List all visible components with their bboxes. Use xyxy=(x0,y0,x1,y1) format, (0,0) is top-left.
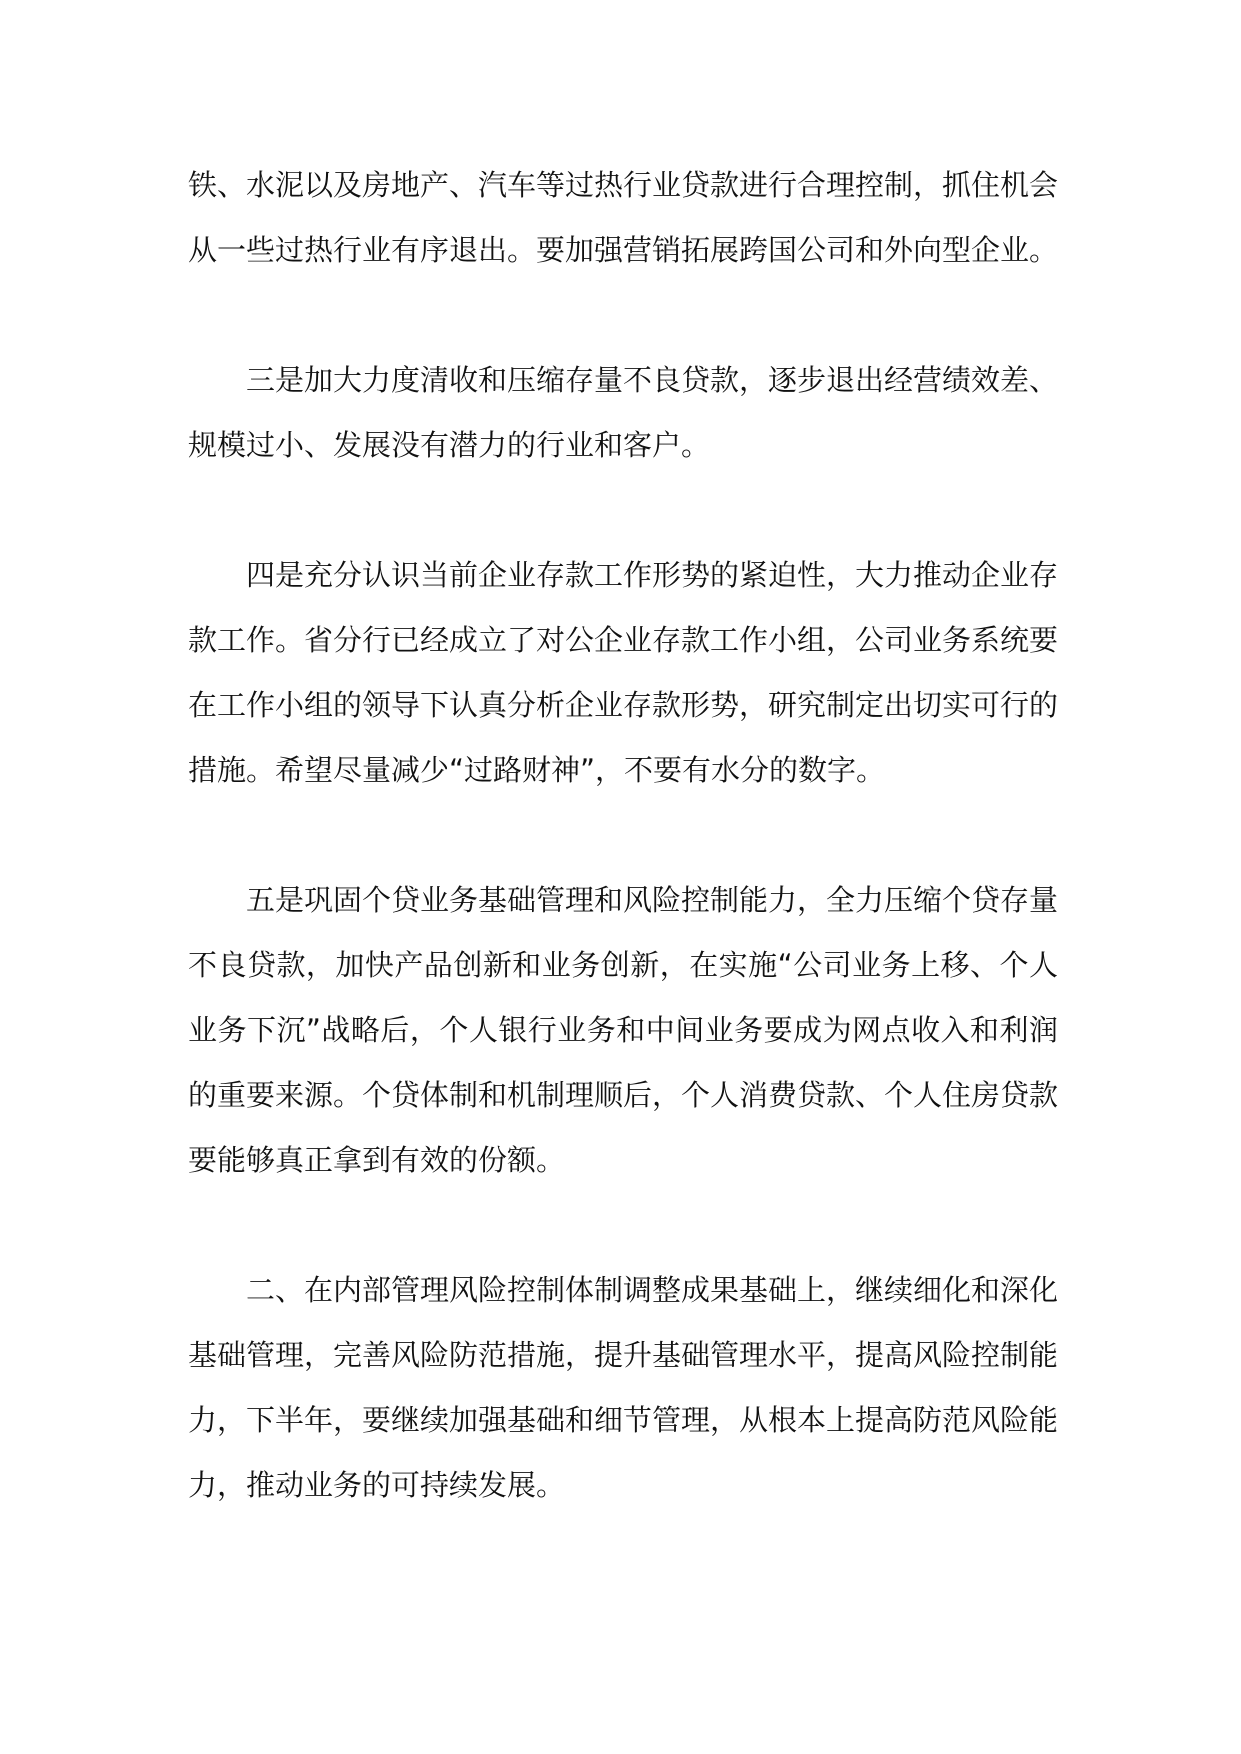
paragraph-three: 三是加大力度清收和压缩存量不良贷款，逐步退出经营绩效差、规模过小、发展没有潜力的行业和客户。 xyxy=(188,363,1059,462)
paragraph-continuation: 铁、水泥以及房地产、汽车等过热行业贷款进行合理控制，抓住机会从一些过热行业有序退出。要加强营销拓展跨国公司和外向型企业。 xyxy=(188,168,1059,267)
paragraph-five: 五是巩固个贷业务基础管理和风险控制能力，全力压缩个贷存量不良贷款，加快产品创新和业务创新，在实施“公司业务上移、个人业务下沉”战略后，个人银行业务和中间业务要成为网点收入和利润的重要来源。个贷体制和机制理顺后，个人消费贷款、个人住房贷款要能够真正拿到有效的份额。 xyxy=(188,883,1059,1177)
paragraph-four: 四是充分认识当前企业存款工作形势的紧迫性，大力推动企业存款工作。省分行已经成立了对公企业存款工作小组，公司业务系统要在工作小组的领导下认真分析企业存款形势，研究制定出切实可行的措施。希望尽量减少“过路财神”，不要有水分的数字。 xyxy=(188,558,1059,787)
document-body xyxy=(188,153,1058,1518)
paragraph-section-two: 二、在内部管理风险控制体制调整成果基础上，继续细化和深化基础管理，完善风险防范措施，提升基础管理水平，提高风险控制能力，下半年，要继续加强基础和细节管理，从根本上提高防范风险能力，推动业务的可持续发展。 xyxy=(188,1273,1059,1502)
